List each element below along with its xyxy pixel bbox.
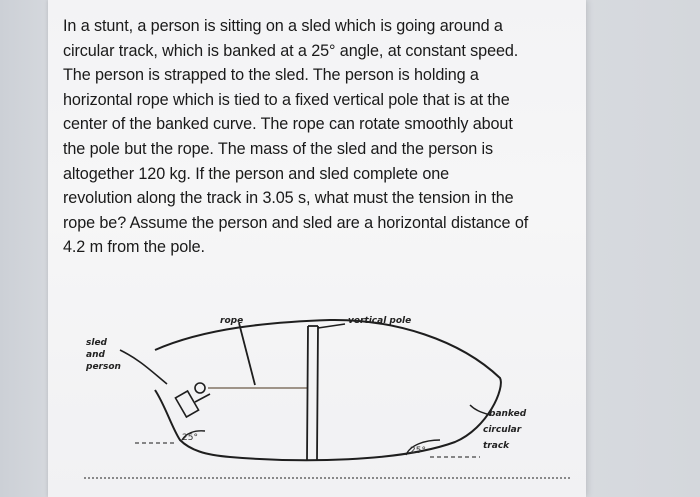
problem-line: 4.2 m from the pole. — [63, 238, 205, 257]
label-track-line1: banked — [489, 409, 527, 419]
label-sled-line1: sled — [86, 338, 107, 348]
problem-line: the pole but the rope. The mass of the sled and the person is — [63, 139, 494, 158]
vertical-pole — [307, 326, 318, 460]
label-rope: rope — [220, 316, 244, 326]
problem-line: The person is strapped to the sled. The person is holding a — [63, 66, 479, 85]
label-vertical-pole: vertical pole — [348, 316, 412, 326]
pole-label-leader — [318, 324, 345, 328]
banked-track-diagram — [0, 290, 700, 497]
track-outline — [155, 320, 501, 460]
label-angle-right: 25° — [410, 446, 426, 456]
problem-line: altogether 120 kg. If the person and sled complete one — [63, 164, 450, 183]
problem-line: revolution along the track in 3.05 s, what must the tension in the — [63, 189, 514, 208]
label-sled-line2: and — [86, 350, 105, 360]
sled-sketch — [175, 383, 210, 417]
label-track-line2: circular — [483, 425, 522, 435]
label-sled-line3: person — [86, 362, 121, 372]
problem-text — [63, 14, 563, 260]
problem-line: horizontal rope which is tied to a fixed vertical pole that is at the — [63, 90, 510, 109]
problem-line: In a stunt, a person is sitting on a sled which is going around a — [63, 17, 503, 35]
problem-line: circular track, which is banked at a 25° angle, at constant speed. — [63, 41, 519, 60]
sled-pointer-line — [120, 350, 167, 384]
track-pointer-line — [470, 405, 490, 415]
rope-pointer-line — [239, 323, 255, 385]
label-angle-left: 25° — [182, 433, 198, 443]
problem-line: center of the banked curve. The rope can rotate smoothly about — [63, 115, 513, 134]
label-track-line3: track — [483, 441, 510, 451]
problem-line: rope be? Assume the person and sled are a horizontal distance of — [63, 213, 529, 232]
